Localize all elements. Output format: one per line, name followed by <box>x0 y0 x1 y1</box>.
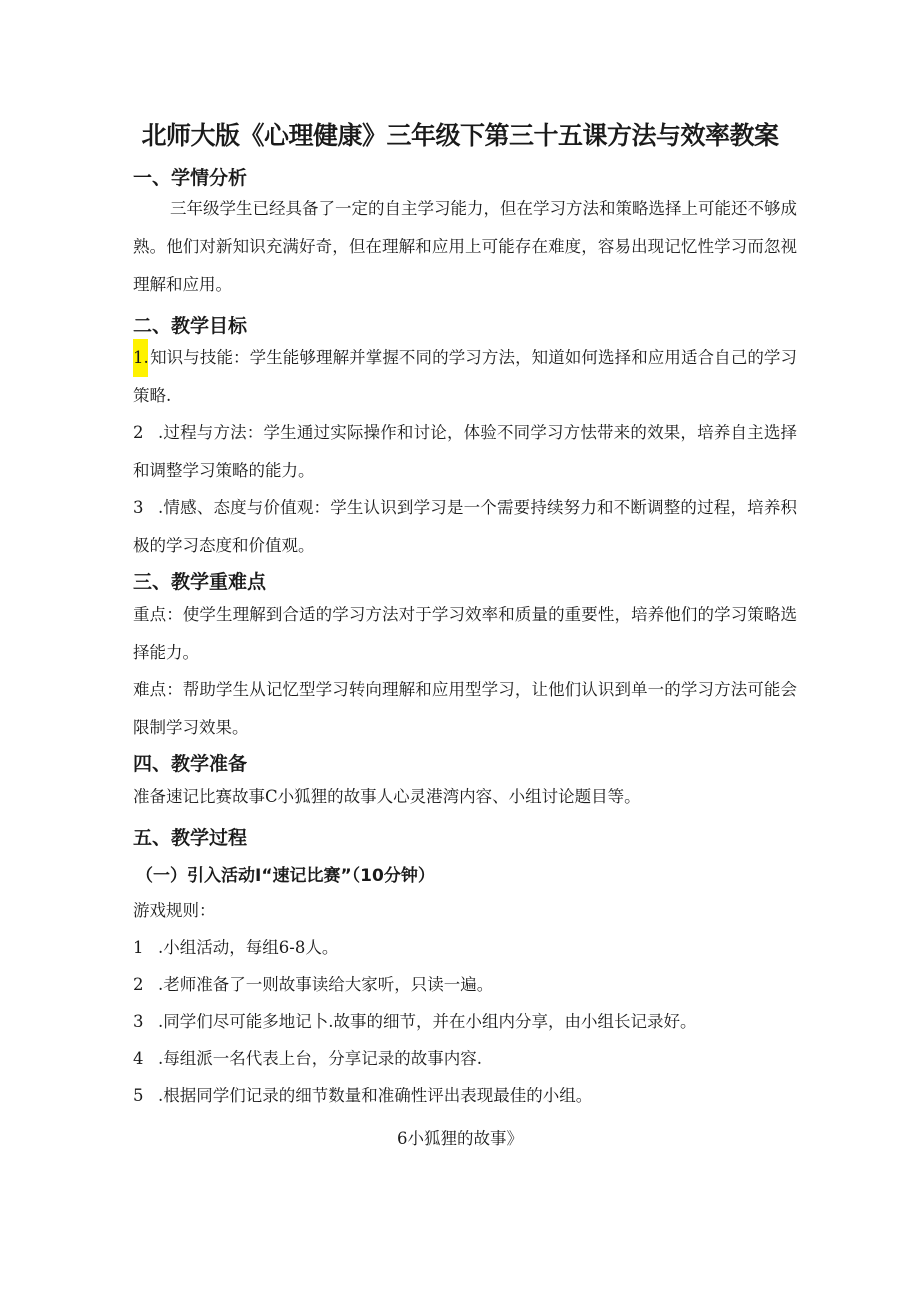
item-number: 3 <box>133 1012 144 1031</box>
analysis-paragraph: 三年级学生已经具备了一定的自主学习能力，但在学习方法和策略选择上可能还不够成熟。他们对新知识充满好奇，但在理解和应用上可能存在难度，容易出现记忆性学习而忽视理解和应用。 <box>133 199 797 294</box>
rule-item <box>133 929 797 967</box>
rule-item <box>133 1003 797 1041</box>
item-number: 2 <box>133 975 144 994</box>
item-number: 3 <box>133 498 144 517</box>
objective-text: .情感、态度与价值观：学生认识到学习是一个需要持续努力和不断调整的过程，培养积极的学习态度和价值观。 <box>133 498 797 555</box>
preparation-paragraph: 准备速记比赛故事C小狐狸的故事人心灵港湾内容、小组讨论题目等。 <box>133 787 641 806</box>
item-number: 2 <box>133 423 144 442</box>
subsection-heading-intro-activity: （一）引入活动I“速记比赛”（10分钟） <box>136 866 435 886</box>
rule-text: .根据同学们记录的细节数量和准确性评出表现最佳的小组。 <box>158 1086 593 1105</box>
rule-text: .小组活动，每组6-8人。 <box>158 938 339 957</box>
section-heading-process: 五、教学过程 <box>133 827 248 849</box>
key-point-paragraph: 重点：使学生理解到合适的学习方法对于学习效率和质量的重要性，培养他们的学习策略选择能力。 <box>133 605 797 662</box>
rule-text: .每组派一名代表上台，分享记录的故事内容. <box>158 1049 482 1068</box>
section-heading-key-points: 三、教学重难点 <box>133 571 267 593</box>
objective-text: .过程与方法：学生通过实际操作和讨论，体验不同学习方怯带来的效果，培养自主选择和调整学习策略的能力。 <box>133 423 797 480</box>
rule-text: .老师准备了一则故事读给大家听，只读一遍。 <box>158 975 494 994</box>
difficult-point-paragraph: 难点：帮助学生从记忆型学习转向理解和应用型学习，让他们认识到单一的学习方法可能会限制学习效果。 <box>133 680 797 737</box>
rule-item <box>133 1077 797 1115</box>
rules-label: 游戏规则： <box>133 901 216 920</box>
item-number: 4 <box>133 1049 144 1068</box>
objective-item <box>133 414 797 490</box>
rule-item <box>133 1040 797 1078</box>
rule-text: .同学们尽可能多地记卜.故事的细节，并在小组内分享，由小组长记录好。 <box>158 1012 697 1031</box>
highlighted-number: 1. <box>133 339 148 377</box>
section-heading-objectives: 二、教学目标 <box>133 315 248 337</box>
document-title: 北师大版《心理健康》三年级下第三十五课方法与效率教案 <box>141 121 779 150</box>
story-title: 6小狐狸的故事》 <box>397 1129 523 1148</box>
objective-text: 知识与技能：学生能够理解并掌握不同的学习方法，知道如何选择和应用适合自己的学习策略. <box>133 348 797 405</box>
section-heading-preparation: 四、教学准备 <box>133 753 248 775</box>
section-heading-analysis: 一、学情分析 <box>133 167 248 189</box>
item-number: 5 <box>133 1086 144 1105</box>
objective-item <box>133 489 797 565</box>
rule-item <box>133 966 797 1004</box>
objective-item <box>133 339 797 415</box>
item-number: 1 <box>133 938 144 957</box>
